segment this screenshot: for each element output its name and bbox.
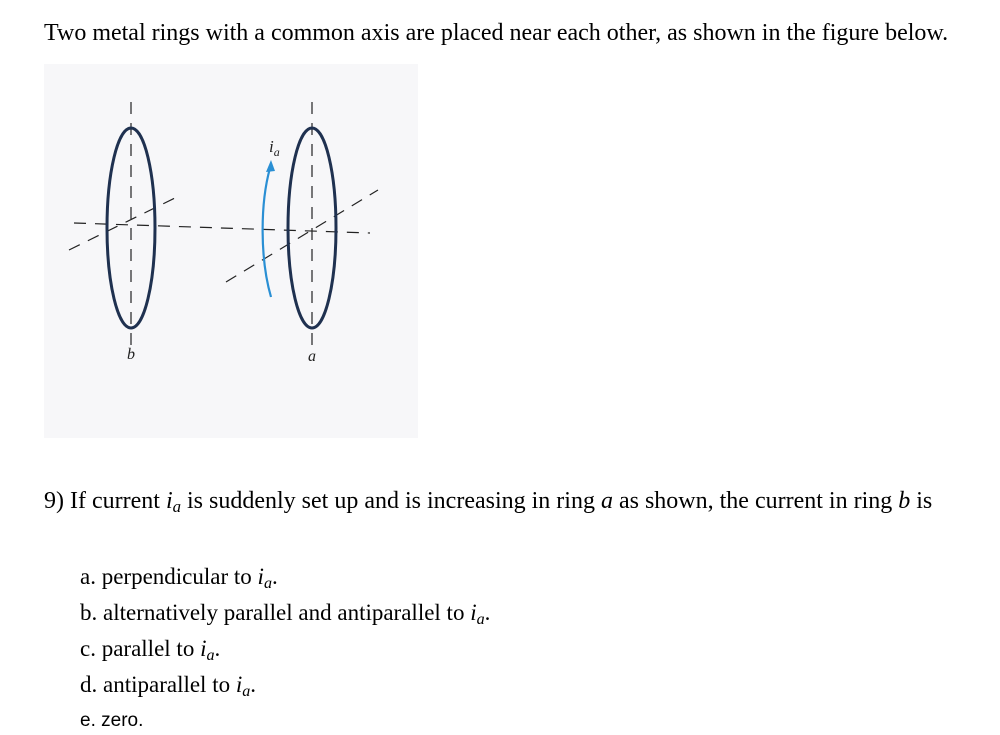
ring-b-label: b [127,346,135,363]
current-label: $i_a$ [269,137,280,159]
ring-a-reference: a [600,488,613,514]
question-text: 9) If current $i_a$ is suddenly set up and is increasing in ring a as shown, the current in ring b is [44,488,933,517]
current-variable: $i_a$ [165,488,182,517]
option-e[interactable]: e. zero. [80,710,144,732]
ring-a-label: a [308,348,316,365]
ring-b-reference: b [898,488,911,514]
option-d[interactable]: d. antiparallel to $i_a$. [80,672,257,701]
two-rings-figure [44,64,418,438]
intro-text: Two metal rings with a common axis are placed near each other, as shown in the figure below. [44,20,949,46]
option-b[interactable]: b. alternatively parallel and antiparallel to $i_a$. [80,600,491,629]
answer-options [80,562,490,735]
figure-svg [44,64,418,438]
option-c[interactable]: c. parallel to $i_a$. [80,636,221,665]
figure-panel [44,64,418,438]
question-number: 9) [44,488,64,514]
option-a[interactable]: a. perpendicular to $i_a$. [80,564,278,593]
